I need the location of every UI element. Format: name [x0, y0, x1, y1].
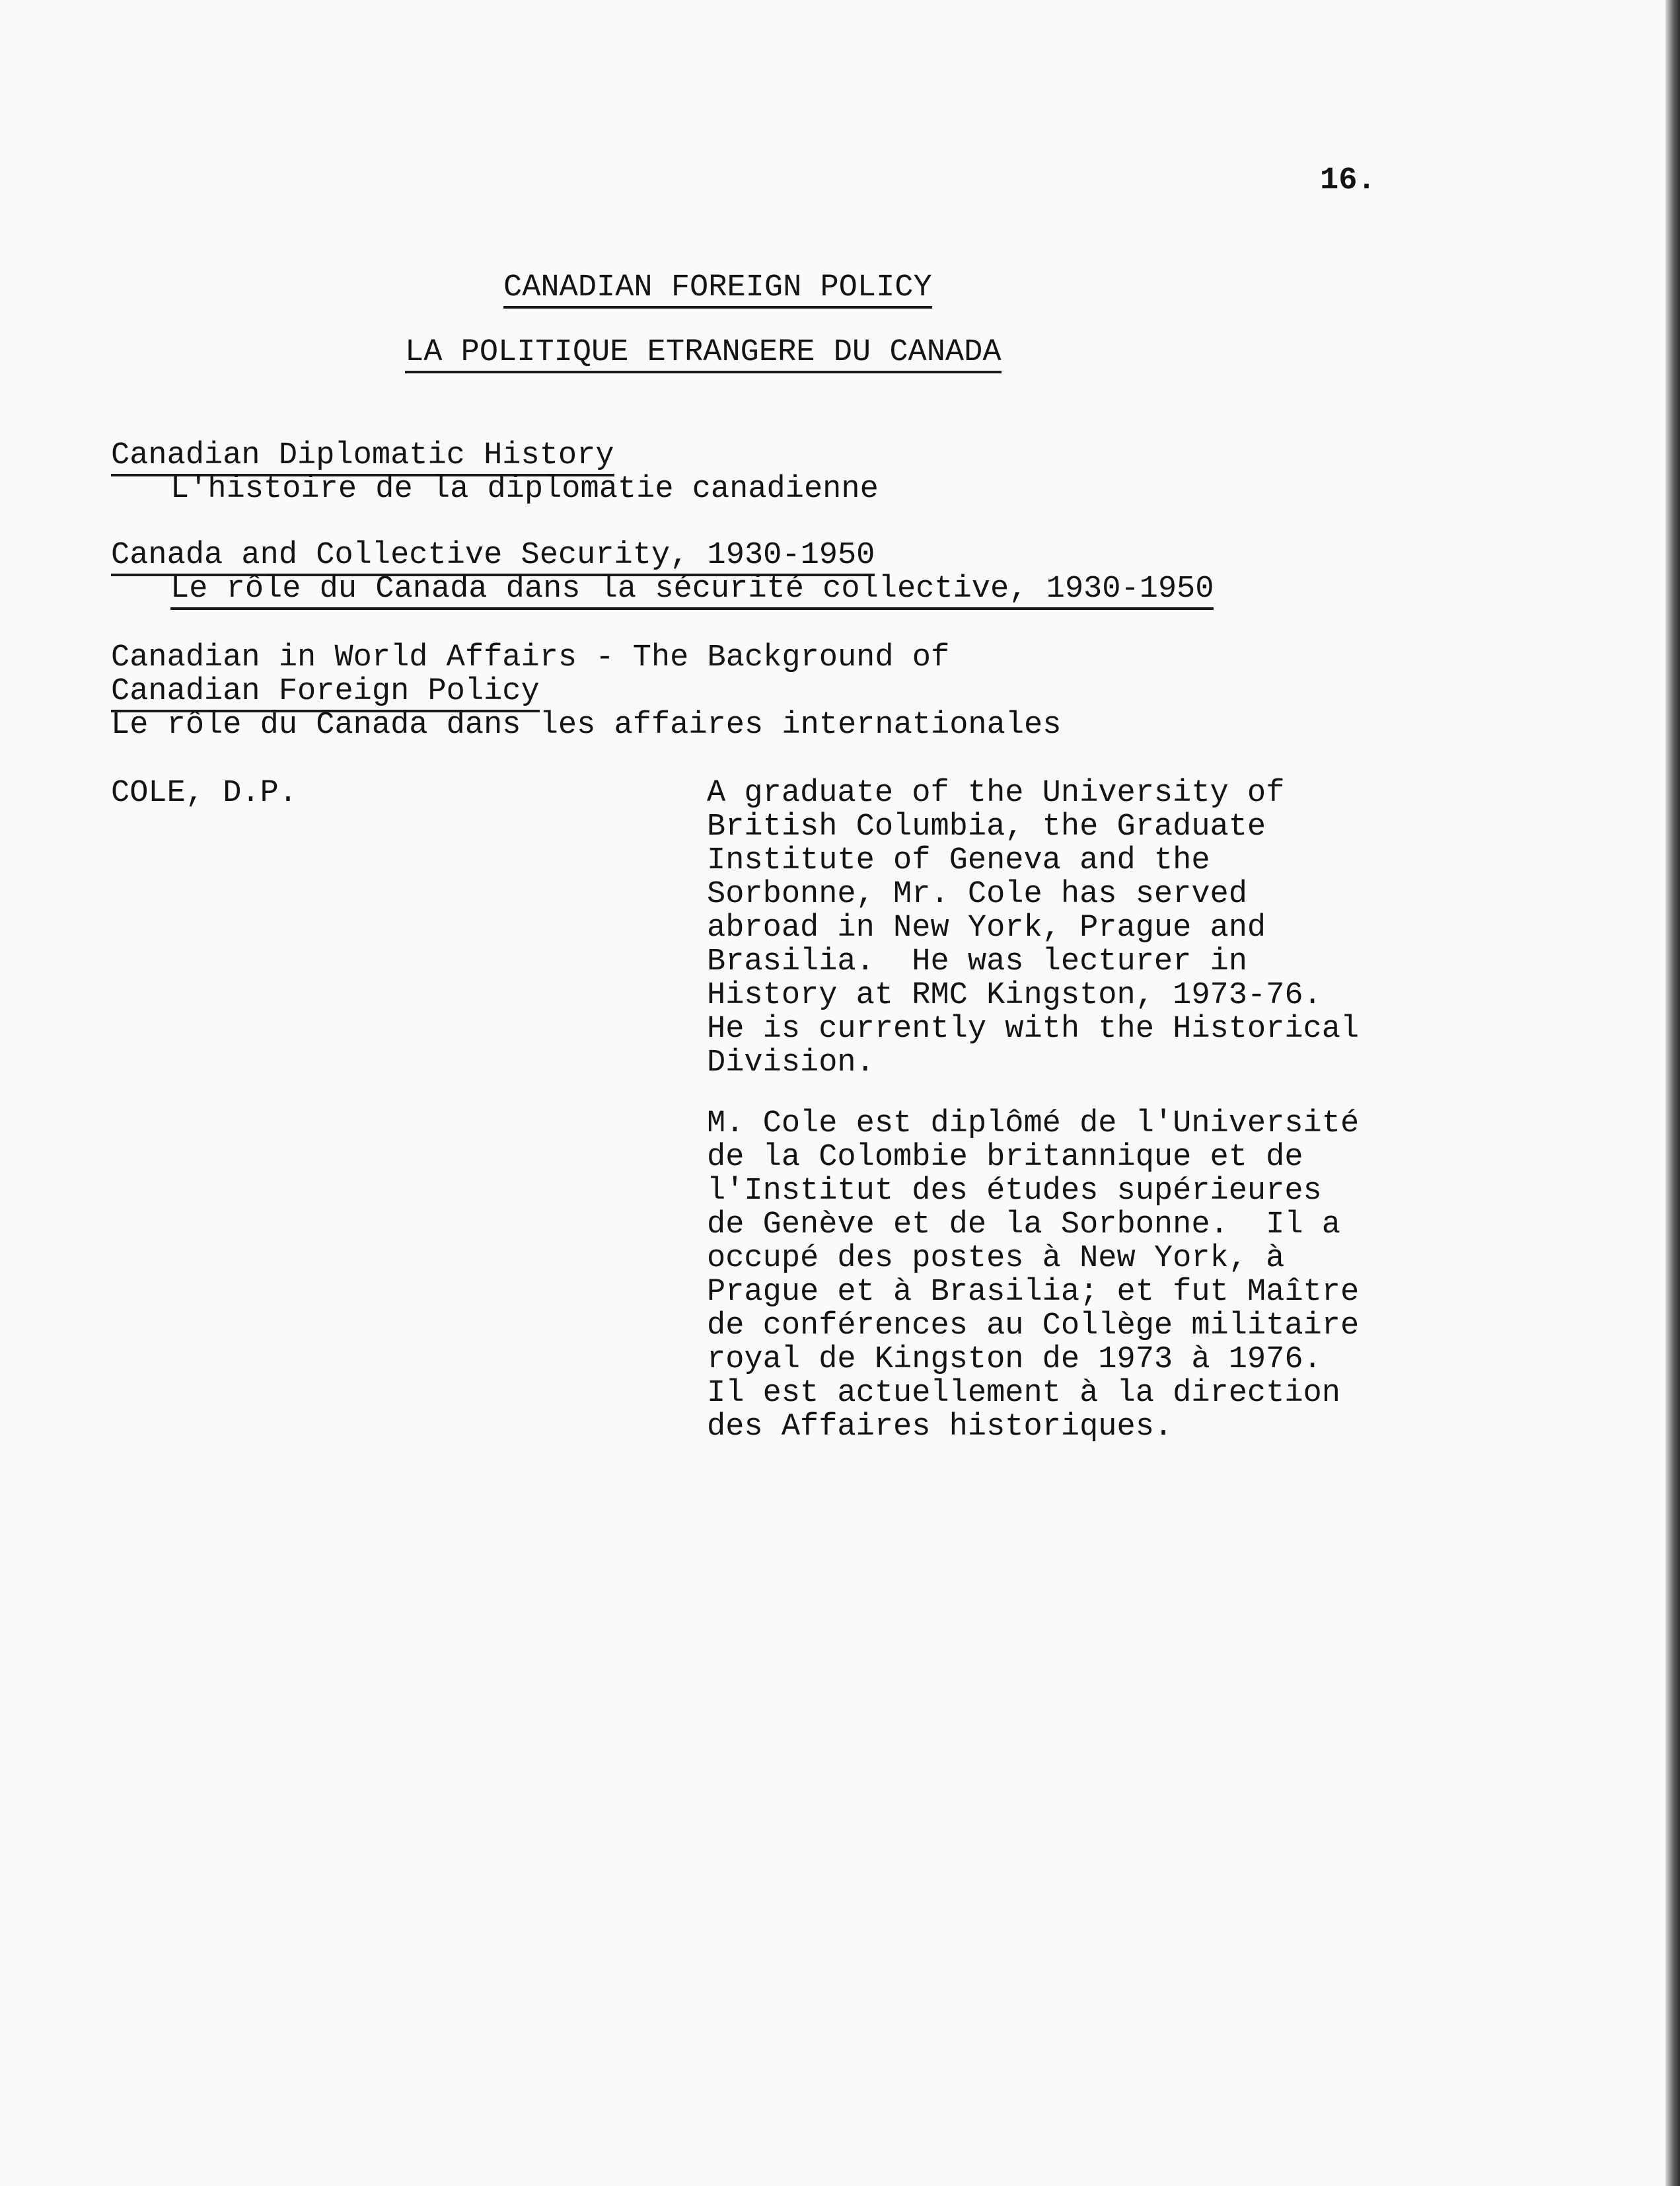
bio-line: royal de Kingston de 1973 à 1976.: [707, 1342, 1322, 1377]
bio-line: Institute of Geneva and the: [707, 843, 1210, 878]
bio-line: Sorbonne, Mr. Cole has served: [707, 877, 1247, 912]
bio-line: M. Cole est diplômé de l'Université: [707, 1106, 1360, 1141]
entry-title: Canadian in World Affairs - The Background of: [111, 640, 950, 675]
bio-line: Prague et à Brasilia; et fut Maître: [707, 1275, 1360, 1310]
bio-line: l'Institut des études supérieures: [707, 1174, 1322, 1209]
bio-english: [707, 776, 1359, 1080]
bio-line: British Columbia, the Graduate: [707, 810, 1266, 845]
entry-title: Canadian Foreign Policy: [111, 675, 540, 712]
bio-line: Il est actuellement à la direction: [707, 1376, 1340, 1411]
heading-french: LA POLITIQUE ETRANGERE DU CANADA: [405, 336, 1002, 373]
bio-line: de la Colombie britannique et de: [707, 1140, 1303, 1175]
heading-english: CANADIAN FOREIGN POLICY: [503, 271, 932, 309]
bio-french: [707, 1107, 1359, 1444]
bio-line: Brasilia. He was lecturer in: [707, 944, 1247, 979]
entry-subtitle: Le rôle du Canada dans la sécurité collective, 1930-1950: [170, 572, 1214, 610]
bio-line: occupé des postes à New York, à: [707, 1241, 1285, 1276]
bio-line: abroad in New York, Prague and: [707, 911, 1266, 946]
page-number: 16.: [1320, 163, 1376, 198]
bio-line: He is currently with the Historical: [707, 1012, 1360, 1047]
page-edge: [1665, 0, 1680, 2186]
entry-subtitle: Le rôle du Canada dans les affaires internationales: [111, 708, 1062, 743]
bio-line: History at RMC Kingston, 1973-76.: [707, 978, 1322, 1013]
entry-title: Canadian Diplomatic History: [111, 439, 614, 476]
bio-line: A graduate of the University of: [707, 776, 1285, 811]
bio-line: de Genève et de la Sorbonne. Il a: [707, 1207, 1340, 1242]
bio-line: Division.: [707, 1045, 875, 1080]
entry-title: Canada and Collective Security, 1930-1950: [111, 539, 875, 576]
bio-line: de conférences au Collège militaire: [707, 1308, 1360, 1343]
entry-subtitle: L'histoire de la diplomatie canadienne: [170, 472, 879, 507]
bio-line: des Affaires historiques.: [707, 1410, 1173, 1445]
author-name: COLE, D.P.: [111, 776, 298, 811]
